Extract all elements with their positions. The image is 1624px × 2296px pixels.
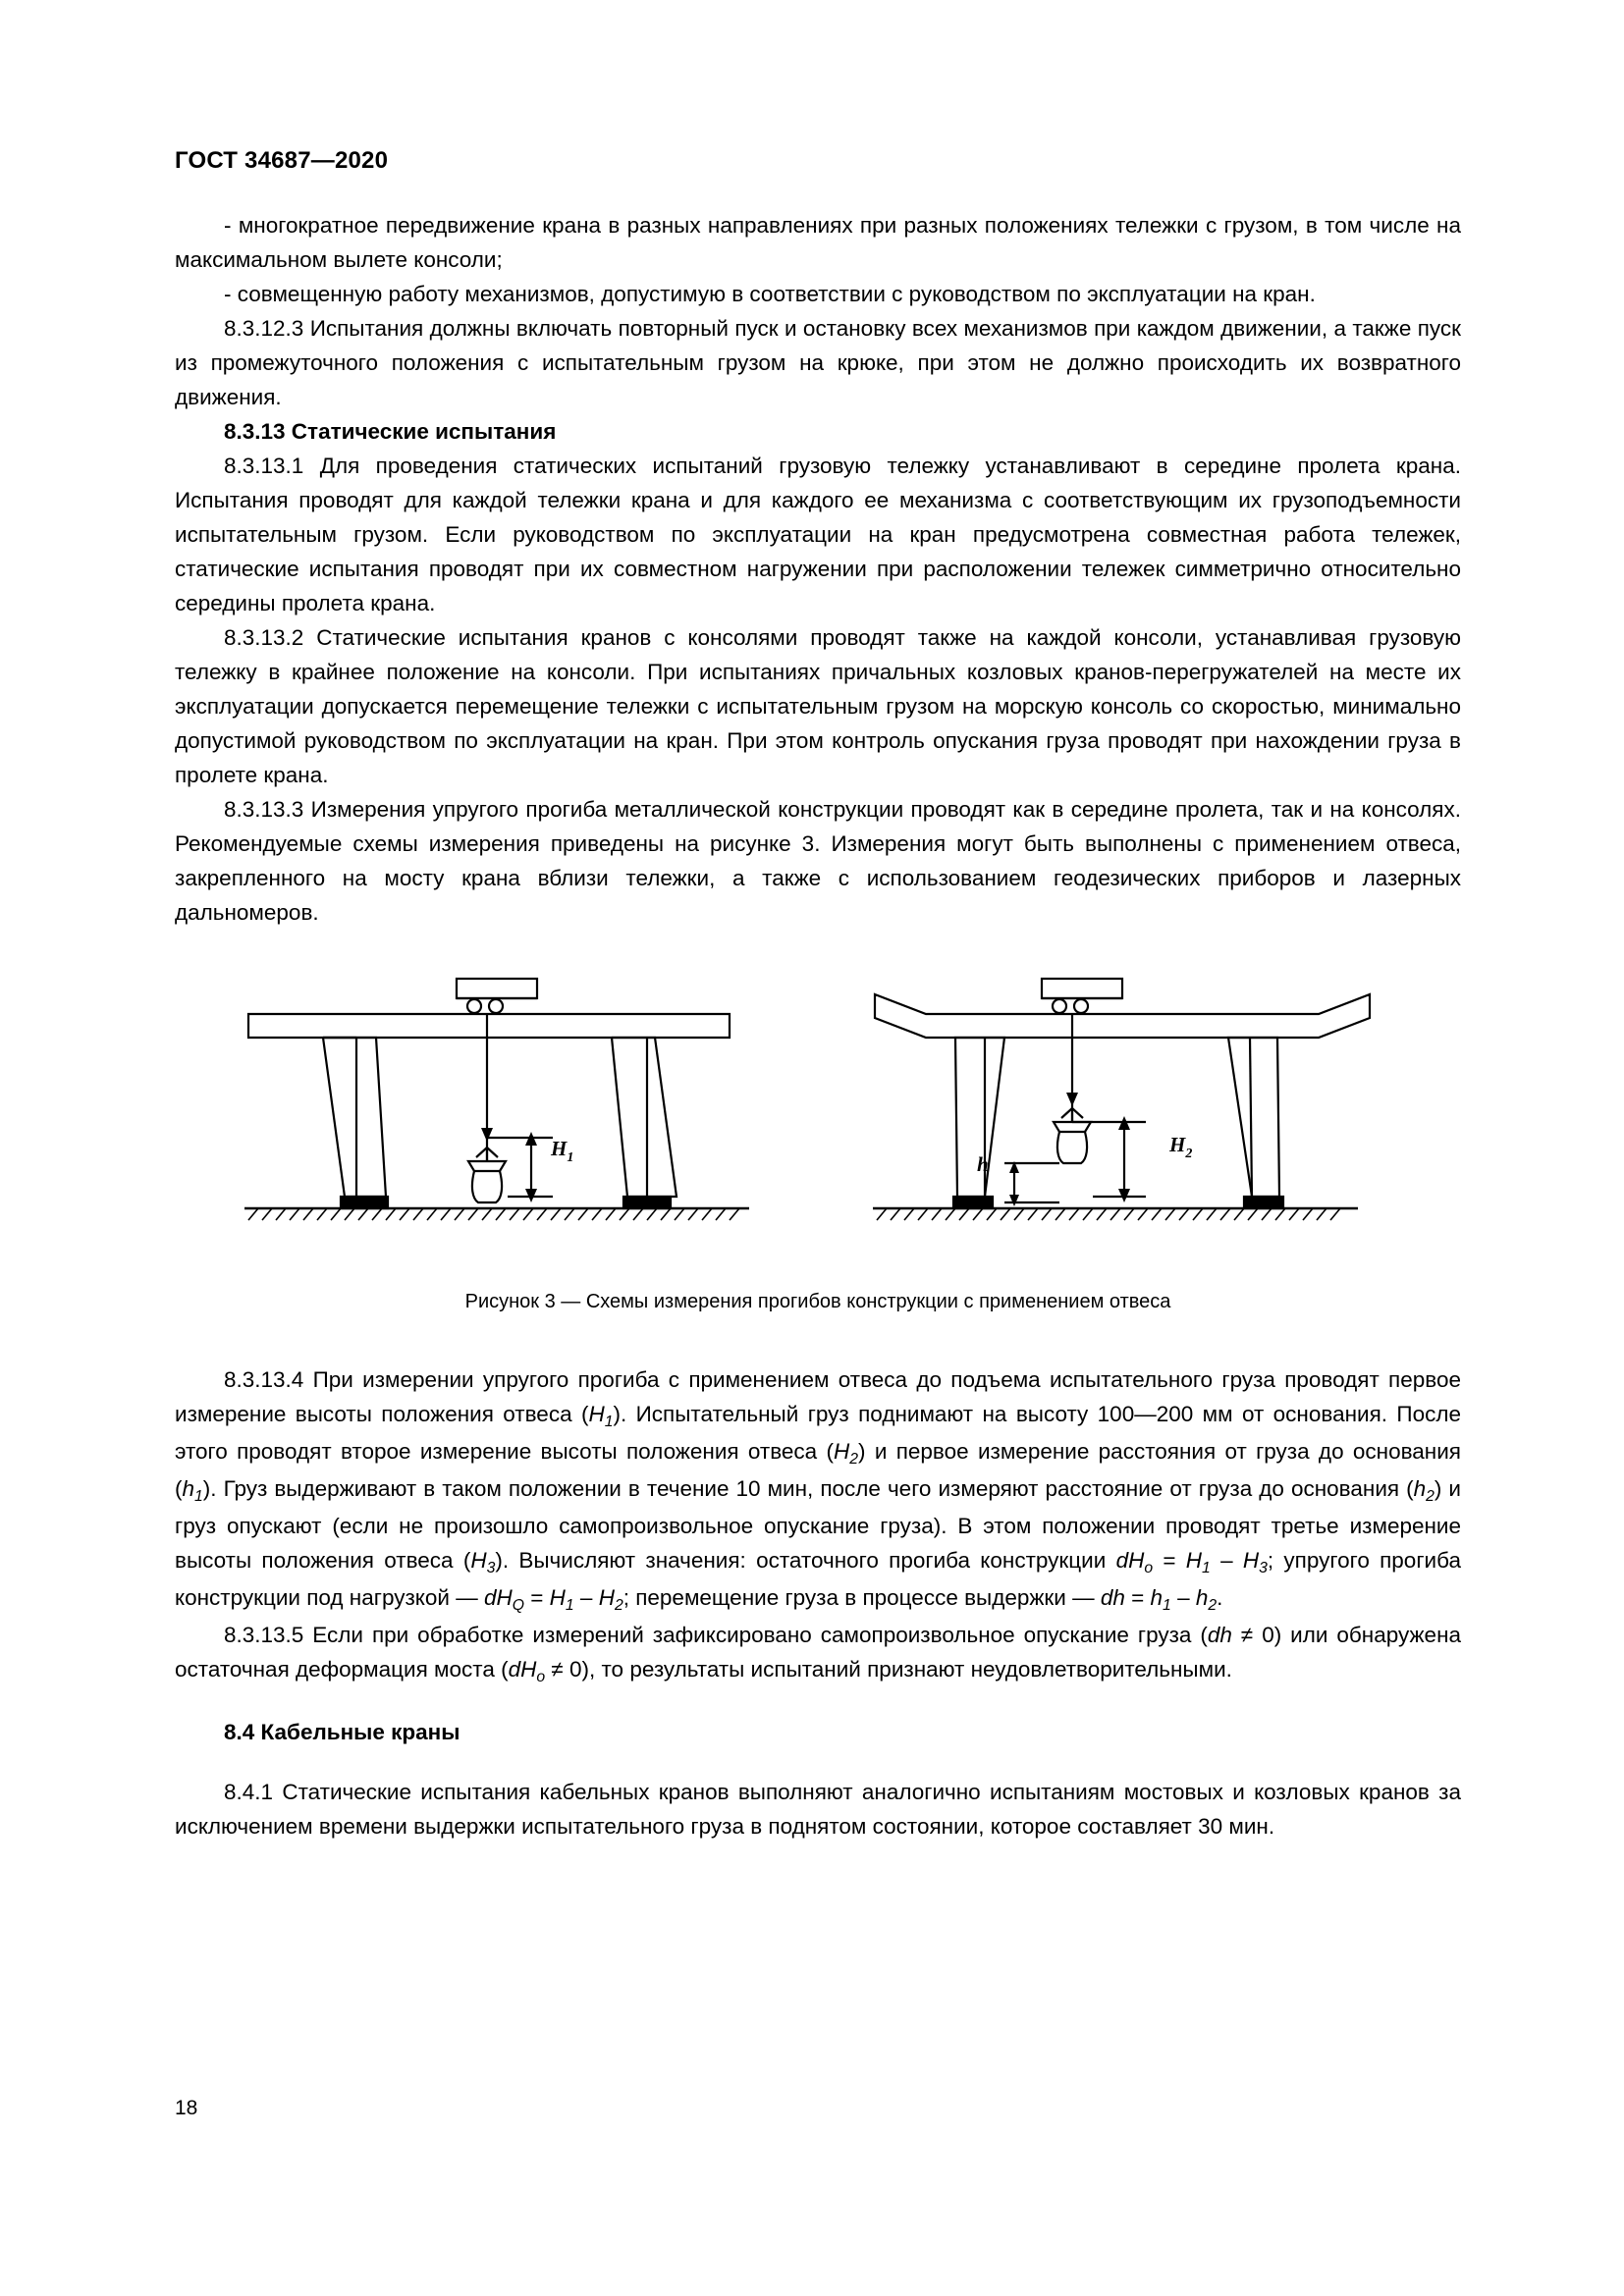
formula-dho-h1-sub: 1 (1202, 1560, 1211, 1577)
var-h1-sub: 1 (604, 1414, 614, 1431)
formula-dhq-h2-base: H (598, 1585, 615, 1610)
formula-dh-h2-sub: 2 (1208, 1597, 1218, 1615)
formula-dho-base: dH (1115, 1548, 1145, 1573)
text-run: = (1153, 1548, 1186, 1573)
standard-number-header: ГОСТ 34687—2020 (175, 147, 389, 174)
figure-3 (175, 975, 1461, 1259)
var-h3 (470, 1548, 496, 1577)
figure-label-h2-right: $H_2$ (1169, 1133, 1193, 1161)
paragraph-8-3-13-3: 8.3.13.3 Измерения упругого прогиба металлической конструкции проводят как в середине пролета, так и на консолях. Рекомендуемые схемы измерения приведены на рисунке 3. Измерения могут быть выполнены с применением отвеса, закрепленного на мосту крана вблизи тележки, а также с использованием геодезических приборов и лазерных дальномеров. (175, 797, 1461, 925)
formula-dh-h1 (1150, 1585, 1171, 1615)
text-run: ≠ 0) или обнаружена остаточная деформация моста ( (175, 1623, 1462, 1682)
text-run: = (524, 1585, 550, 1610)
formula-dh-h2 (1195, 1585, 1218, 1615)
text-run: – (1170, 1585, 1196, 1610)
figure-label-h1: $H_1$ (551, 1137, 574, 1165)
paragraph-8-4-1: 8.4.1 Статические испытания кабельных кранов выполняют аналогично испытаниям мостовых и козловых кранов за исключением времени выдержки испытательного груза в поднятом состоянии, которое составляет 30 мин. (175, 1780, 1461, 1839)
formula-dho-h3 (1242, 1548, 1268, 1577)
formula-dhq-h1-base: H (549, 1585, 566, 1610)
formula-dhq-h2-sub: 2 (614, 1597, 623, 1615)
text-run: ). Груз выдерживают в таком положении в течение 10 мин, после чего измеряют расстояние от груза до основания ( (202, 1476, 1414, 1501)
formula-dhq-h1 (549, 1585, 574, 1615)
heading-8-4: 8.4 Кабельные краны (224, 1720, 460, 1744)
var-dho-sub: о (536, 1669, 546, 1686)
formula-dho-h3-sub: 3 (1259, 1560, 1268, 1577)
figure-3-drawing (239, 975, 1397, 1259)
paragraph-bullet-1: - многократное передвижение крана в разных направлениях при разных положениях тележки с грузом, в том числе на максимальном вылете консоли; (175, 213, 1461, 272)
text-run: ) и груз опускают (если не произошло самопроизвольное опускание груза). В этом положении проводят третье измерение высоты положения отвеса ( (175, 1476, 1461, 1573)
formula-dhq-h2 (598, 1585, 623, 1615)
var-h1 (588, 1402, 614, 1431)
formula-dhq-h1-sub: 1 (565, 1597, 574, 1615)
text-run: 8.3.13.5 Если при обработке измерений зафиксировано самопроизвольное опускание груза ( (224, 1623, 1208, 1647)
text-run: ). Вычисляют значения: остаточного прогиба конструкции (495, 1548, 1116, 1573)
formula-dh: dh (1100, 1585, 1125, 1610)
formula-dho-h1-base: H (1185, 1548, 1203, 1573)
heading-8-3-13: 8.3.13 Статические испытания (224, 419, 557, 444)
figure-label-h-small: h (977, 1152, 989, 1176)
formula-dh-h2-base: h (1195, 1585, 1209, 1610)
page-content (175, 147, 1461, 1843)
formula-dhq (483, 1585, 524, 1615)
var-dh: dh (1207, 1623, 1232, 1647)
var-h3-base: H (470, 1548, 487, 1573)
formula-dho-h3-base: H (1242, 1548, 1260, 1573)
var-h2-sub: 2 (849, 1451, 859, 1468)
paragraph-8-3-13-1: 8.3.13.1 Для проведения статических испытаний грузовую тележку устанавливают в середине пролета крана. Испытания проводят для каждой тележки крана и для каждого ее механизма с соответствующим их грузоподъемности испытательным грузом. Если руководством по эксплуатации на кран предусмотрена совместная работа тележек, статические испытания проводят при их совместном нагружении при расположении тележек симметрично относительно середины пролета крана. (175, 454, 1461, 615)
paragraph-8-3-13-5 (175, 1618, 1461, 1689)
text-run: ; упругого прогиба конструкции под нагрузкой — (175, 1548, 1461, 1610)
var-hsmall2-base: h (1413, 1476, 1427, 1501)
var-dho (508, 1657, 546, 1686)
formula-dh-h1-sub: 1 (1163, 1597, 1171, 1615)
var-hsmall1-base: h (182, 1476, 195, 1501)
formula-dhq-sub: Q (512, 1597, 524, 1615)
formula-dho-h1 (1185, 1548, 1211, 1577)
var-hsmall1-sub: 1 (194, 1488, 203, 1506)
text-run: 8.3.13.4 При измерении упругого прогиба с применением отвеса до подъема испытательного груза проводят первое измерение высоты положения отвеса ( (175, 1367, 1461, 1426)
formula-dhq-base: dH (483, 1585, 513, 1610)
paragraph-bullet-2: - совмещенную работу механизмов, допустимую в соответствии с руководством по эксплуатации на кран. (224, 282, 1316, 306)
text-run: ≠ 0), то результаты испытаний признают неудовлетворительными. (545, 1657, 1232, 1682)
paragraph-8-3-13-4 (175, 1362, 1461, 1618)
var-hsmall1 (182, 1476, 203, 1506)
formula-dh-h1-base: h (1150, 1585, 1164, 1610)
text-run: . (1217, 1585, 1223, 1610)
text-run: – (1210, 1548, 1243, 1573)
formula-dho (1115, 1548, 1154, 1577)
paragraph-8-3-12-3: 8.3.12.3 Испытания должны включать повторный пуск и остановку всех механизмов при каждом движении, а также пуск из промежуточного положения с испытательным грузом на крюке, при этом не должно происходить их возвратного движения. (175, 316, 1461, 409)
paragraph-8-3-13-2: 8.3.13.2 Статические испытания кранов с консолями проводят также на каждой консоли, устанавливая грузовую тележку в крайнее положение на консоли. При испытаниях причальных козловых кранов-перегружателей на месте их эксплуатации допускается перемещение тележки с испытательным грузом на морскую консоль со скоростью, минимально допустимой руководством по эксплуатации на кран. При этом контроль опускания груза проводят при нахождении груза в пролете крана. (175, 625, 1461, 787)
var-h3-sub: 3 (486, 1560, 496, 1577)
var-hsmall2-sub: 2 (1426, 1488, 1435, 1506)
text-run: ). Испытательный груз поднимают на высоту 100—200 мм от основания. После этого проводят второе измерение высоты положения отвеса ( (175, 1402, 1461, 1464)
text-run: ) и первое измерение расстояния от груза до основания ( (175, 1439, 1461, 1501)
var-h2 (834, 1439, 859, 1468)
var-h2-base: H (834, 1439, 850, 1464)
page-number: 18 (175, 2097, 198, 2119)
var-h1-base: H (588, 1402, 605, 1426)
formula-dho-sub: о (1144, 1560, 1154, 1577)
text-run: ; перемещение груза в процессе выдержки — (623, 1585, 1101, 1610)
var-hsmall2 (1413, 1476, 1435, 1506)
var-dho-base: dH (508, 1657, 537, 1682)
text-run: – (573, 1585, 599, 1610)
figure-3-caption: Рисунок 3 — Схемы измерения прогибов конструкции с применением отвеса (464, 1291, 1171, 1312)
text-run: = (1124, 1585, 1151, 1610)
